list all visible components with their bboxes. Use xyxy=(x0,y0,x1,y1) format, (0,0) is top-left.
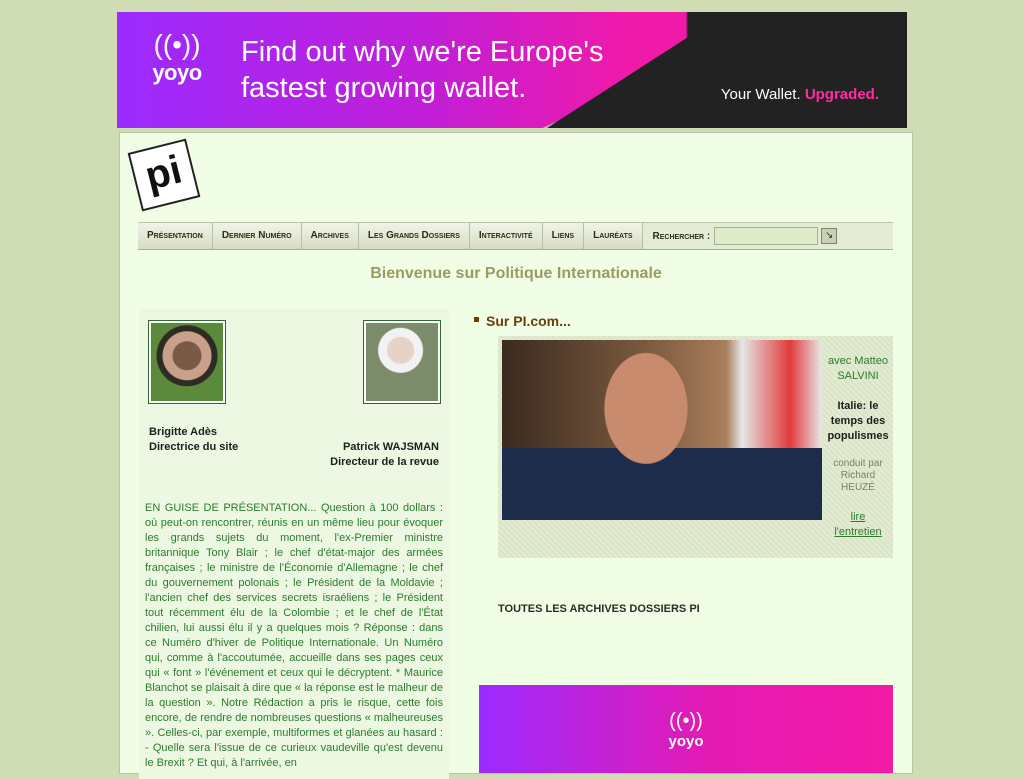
ad-tagline-text: Your Wallet. xyxy=(720,86,801,103)
presentation-panel xyxy=(139,309,449,779)
site-logo[interactable]: pi xyxy=(128,139,201,212)
person-right-name: Patrick WAJSMAN xyxy=(343,441,439,453)
read-interview-link[interactable]: lire l'entretien xyxy=(834,511,882,538)
ad-headline xyxy=(241,34,603,106)
interview-avec: avec Matteo xyxy=(828,355,888,367)
nav-liens[interactable]: Liens xyxy=(543,223,584,249)
ad-brand: yoyo xyxy=(152,60,202,85)
bottom-banner-ad[interactable] xyxy=(479,685,893,773)
interview-topic: Italie: le temps des populismes xyxy=(827,400,889,442)
ad-tagline-accent: Upgraded. xyxy=(804,86,879,103)
ad-tagline xyxy=(721,86,879,103)
search-label: Rechercher : xyxy=(652,230,711,242)
person-left xyxy=(149,425,239,455)
person-left-role: Directrice du site xyxy=(149,441,239,453)
ad-bottom-brand: yoyo xyxy=(668,733,704,750)
nav-grands-dossiers[interactable]: Les Grands Dossiers xyxy=(359,223,470,249)
sur-pi-title[interactable]: Sur PI.com... xyxy=(486,313,571,329)
nav-bar xyxy=(138,222,893,250)
main-frame xyxy=(119,132,913,774)
welcome-title: Bienvenue sur Politique Internationale xyxy=(370,265,662,282)
all-archives-link[interactable]: TOUTES LES ARCHIVES DOSSIERS PI xyxy=(498,603,700,615)
yoyo-logo-small xyxy=(665,709,707,750)
bullet-icon xyxy=(474,317,479,322)
featured-interview xyxy=(498,336,893,558)
signal-icon: ((•)) xyxy=(153,29,201,60)
nav-presentation[interactable]: Présentation xyxy=(138,223,213,249)
nav-interactivite[interactable]: Interactivité xyxy=(470,223,543,249)
nav-archives[interactable]: Archives xyxy=(302,223,359,249)
person-left-name: Brigitte Adès xyxy=(149,426,218,438)
nav-dernier-numero[interactable]: Dernier Numéro xyxy=(213,223,302,249)
interview-person: SALVINI xyxy=(837,370,879,382)
search-input[interactable] xyxy=(714,227,818,245)
signal-icon: ((•)) xyxy=(669,710,703,732)
interview-photo[interactable] xyxy=(502,340,822,520)
search-button[interactable]: ↘ xyxy=(821,228,837,244)
photo-brigitte-ades xyxy=(148,320,226,404)
person-right xyxy=(329,440,439,470)
ad-headline-line1: Find out why we're Europe's xyxy=(241,36,604,68)
person-right-role: Directeur de la revue xyxy=(330,456,439,468)
ad-headline-line2: fastest growing wallet. xyxy=(241,72,527,104)
nav-laureats[interactable]: Lauréats xyxy=(584,223,642,249)
intro-text: EN GUISE DE PRÉSENTATION... Question à 100 dollars : où peut-on rencontrer, réunis en un même lieu pour évoquer les grands sujets du moment, l'ex-Premier ministre britannique Tony Blair ; le chef d'état-major des armées françaises ; le ministre de l'Économie d'Allemagne ; le chef du gouvernement polonais ; le Président de la Moldavie ; l'ancien chef des services secrets israéliens ; le Président tout récemment élu de la Colombie ; et le chef de l'État chilien, lui aussi élu il y a quelques mois ? Réponse : dans ce Numéro d'hiver de Politique Internationale. Un Numéro qui, comme à l'accoutumée, accueille dans ses pages ceux qui « font » l'événement et ceux qui le décryptent. * Maurice Blanchot se plaisait à dire que « la réponse est le malheur de la question ». Notre Rédaction a pris le risque, cette fois encore, de rendre de nombreuses questions « malheureuses ». Celles-ci, par exemple, multiformes et glanées au hasard : - Quelle sera l'issue de ce curieux vaudeville qu'est devenu le Brexit ? Et qui, à l'arrivée, en xyxy=(145,502,443,769)
interview-author: conduit par Richard HEUZÉ xyxy=(833,458,883,493)
interview-caption xyxy=(826,354,890,540)
yoyo-logo xyxy=(149,30,205,110)
photo-patrick-wajsman xyxy=(363,320,441,404)
top-banner-ad[interactable] xyxy=(117,12,907,128)
